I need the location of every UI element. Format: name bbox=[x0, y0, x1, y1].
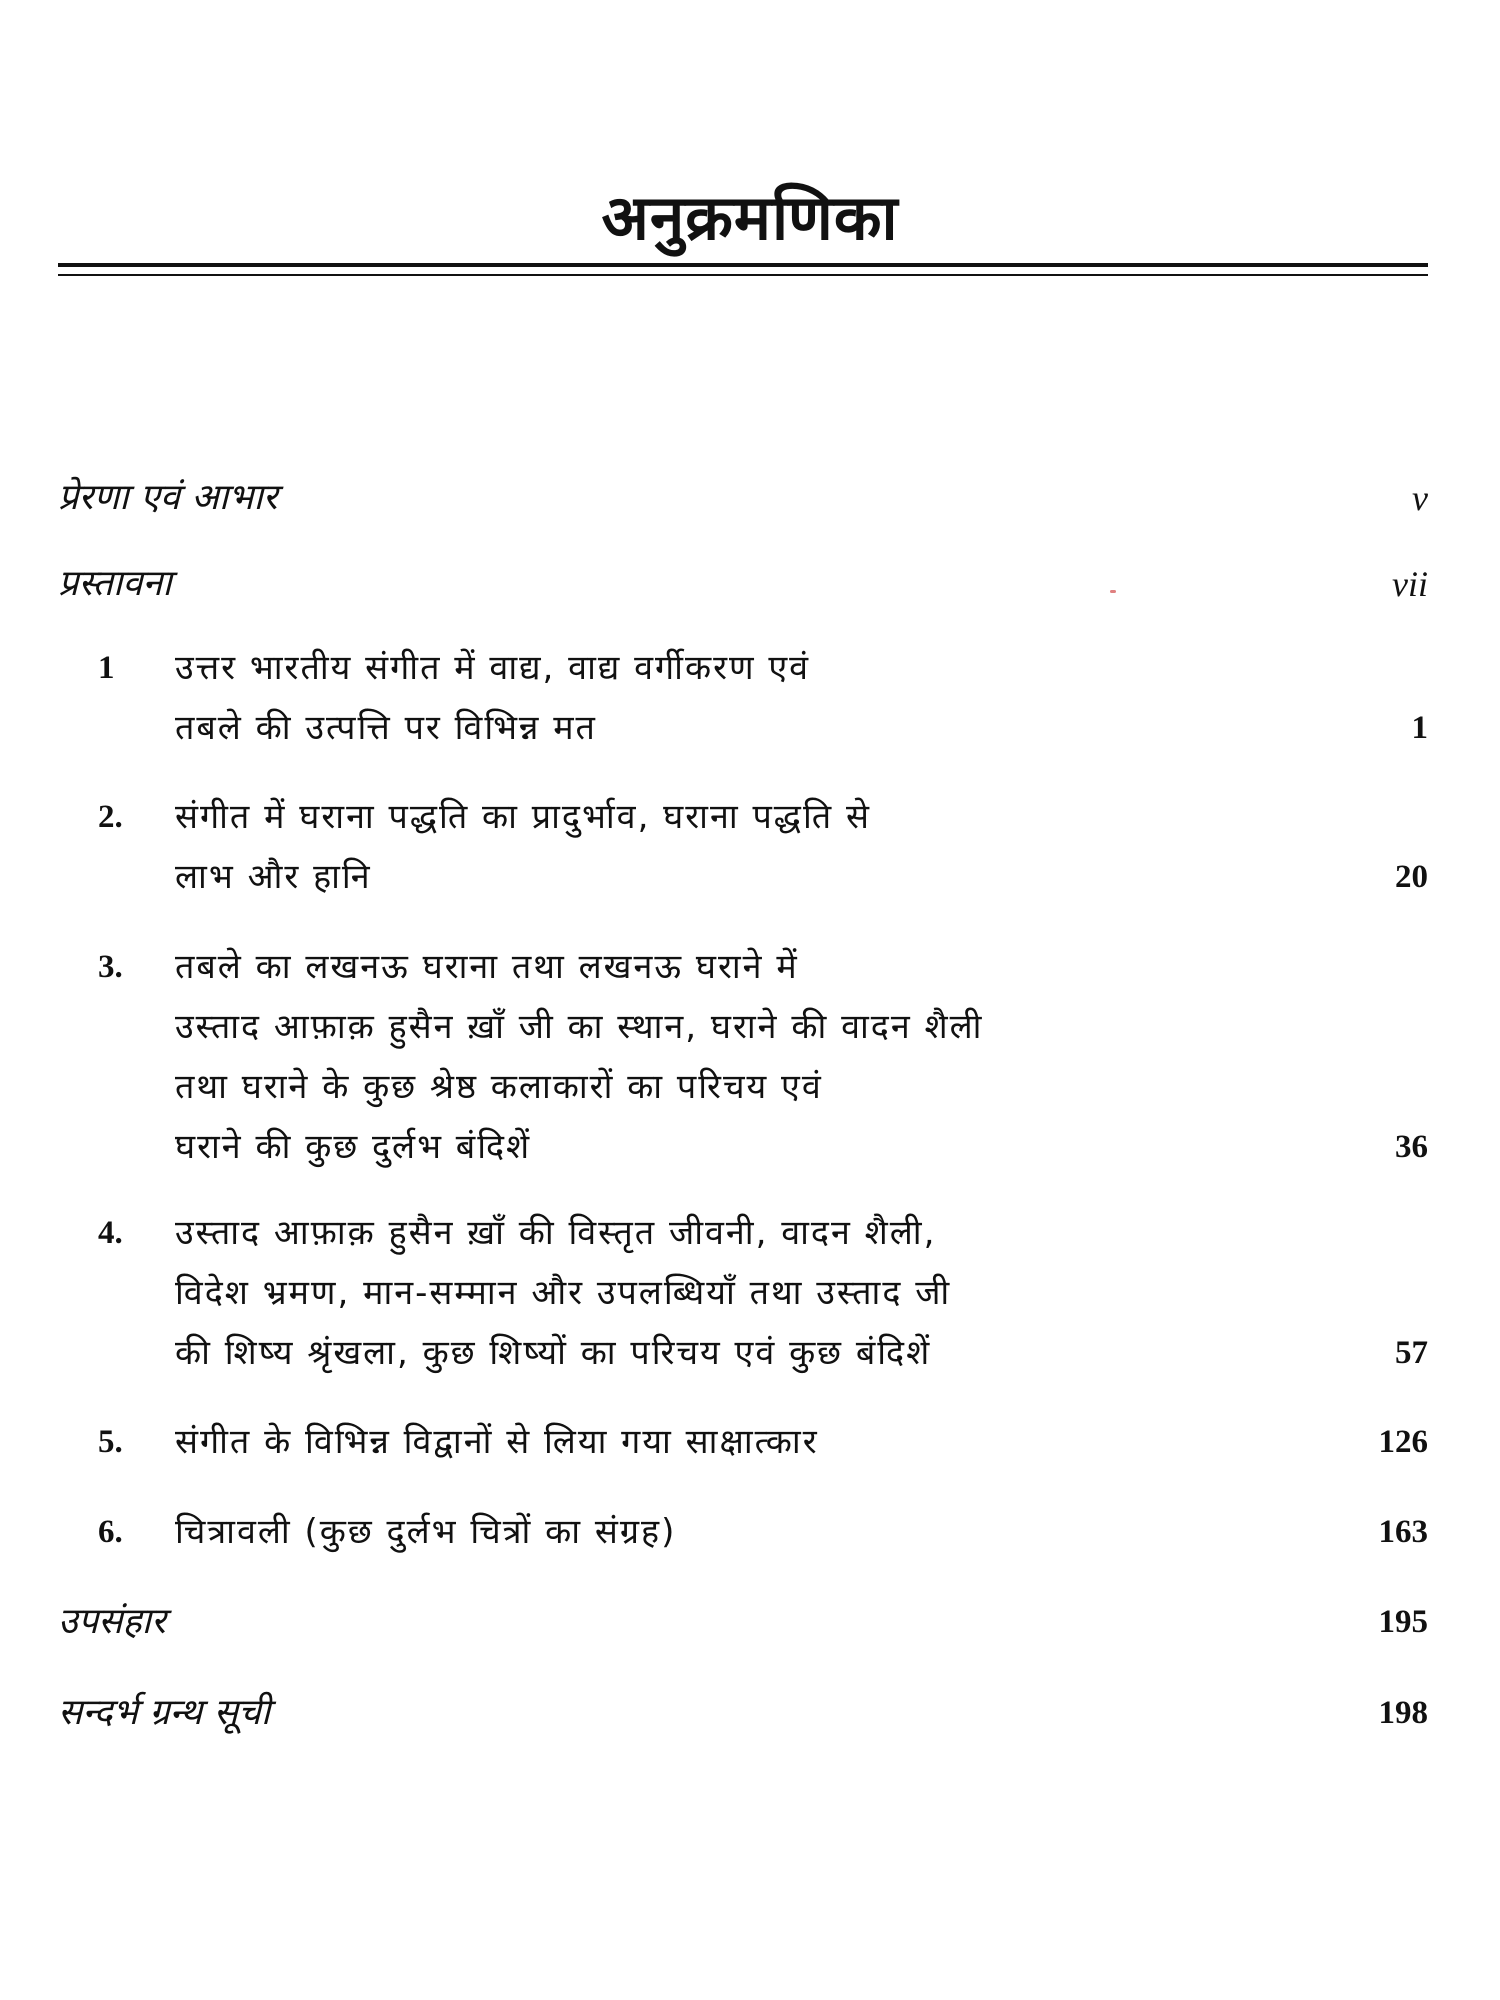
title-rule-thin bbox=[58, 274, 1428, 276]
entry-label: सन्दर्भ ग्रन्थ सूची bbox=[58, 1692, 271, 1733]
entry-page-number: 195 bbox=[1378, 1604, 1428, 1640]
entry-label: प्रस्तावना bbox=[58, 563, 172, 604]
chapter-title-line: उत्तर भारतीय संगीत में वाद्य, वाद्य वर्गीकरण एवं bbox=[175, 648, 811, 688]
chapter-title-line: तबले का लखनऊ घराना तथा लखनऊ घराने में bbox=[175, 947, 799, 987]
chapter-title bbox=[175, 1412, 1255, 1472]
chapter-number: 6. bbox=[98, 1514, 123, 1550]
chapter-title-line: संगीत में घराना पद्धति का प्रादुर्भाव, घराना पद्धति से bbox=[175, 797, 871, 837]
chapter-title-line: लाभ और हानि bbox=[175, 857, 372, 897]
chapter-title bbox=[175, 787, 1255, 907]
chapter-title-line: उस्ताद आफ़ाक़ हुसैन ख़ाँ जी का स्थान, घराने की वादन शैली bbox=[175, 1007, 984, 1047]
chapter-number: 4. bbox=[98, 1215, 123, 1251]
chapter-title-line: घराने की कुछ दुर्लभ बंदिशें bbox=[175, 1127, 532, 1167]
entry-page-number: 163 bbox=[1378, 1514, 1428, 1550]
entry-page-number: 198 bbox=[1378, 1695, 1428, 1731]
chapter-title-line: की शिष्य श्रृंखला, कुछ शिष्यों का परिचय एवं कुछ बंदिशें bbox=[175, 1333, 932, 1373]
chapter-number: 1 bbox=[98, 650, 115, 686]
entry-page-number: 20 bbox=[1395, 859, 1428, 895]
chapter-title bbox=[175, 937, 1255, 1177]
entry-page-number: vii bbox=[1392, 564, 1428, 604]
entry-label: उपसंहार bbox=[58, 1601, 166, 1642]
title-rule-thick bbox=[58, 263, 1428, 267]
entry-page-number: v bbox=[1412, 478, 1428, 518]
entry-label: प्रेरणा एवं आभार bbox=[58, 477, 278, 518]
entry-page-number: 57 bbox=[1395, 1335, 1428, 1371]
page-title: अनुक्रमणिका bbox=[601, 181, 899, 254]
entry-page-number: 126 bbox=[1378, 1424, 1428, 1460]
chapter-number: 2. bbox=[98, 799, 123, 835]
chapter-title-line: उस्ताद आफ़ाक़ हुसैन ख़ाँ की विस्तृत जीवनी, वादन शैली, bbox=[175, 1213, 937, 1253]
entry-page-number: 1 bbox=[1411, 710, 1428, 746]
chapter-title bbox=[175, 638, 1255, 758]
chapter-number: 5. bbox=[98, 1424, 123, 1460]
chapter-title-line: संगीत के विभिन्न विद्वानों से लिया गया साक्षात्कार bbox=[175, 1422, 819, 1462]
chapter-title bbox=[175, 1502, 1255, 1562]
chapter-title-line: विदेश भ्रमण, मान-सम्मान और उपलब्धियाँ तथा उस्ताद जी bbox=[175, 1273, 952, 1313]
print-speck bbox=[1110, 590, 1116, 593]
entry-page-number: 36 bbox=[1395, 1129, 1428, 1165]
chapter-title-line: चित्रावली (कुछ दुर्लभ चित्रों का संग्रह) bbox=[175, 1512, 677, 1552]
chapter-number: 3. bbox=[98, 949, 123, 985]
chapter-title-line: तबले की उत्पत्ति पर विभिन्न मत bbox=[175, 708, 597, 748]
chapter-title-line: तथा घराने के कुछ श्रेष्ठ कलाकारों का परिचय एवं bbox=[175, 1067, 823, 1107]
chapter-title bbox=[175, 1203, 1255, 1383]
